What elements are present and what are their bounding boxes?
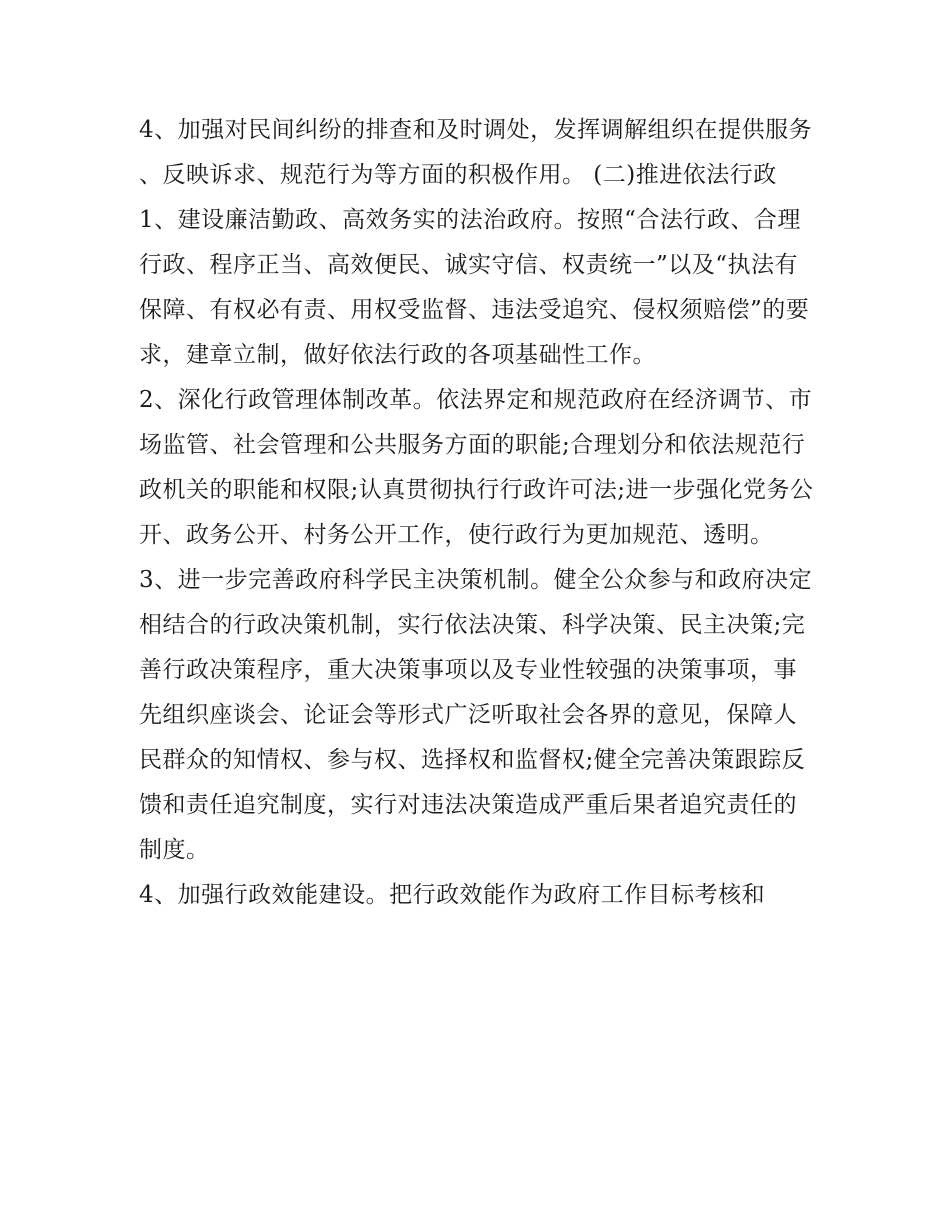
paragraph-administrative-efficiency: 4、加强行政效能建设。把行政效能作为政府工作目标考核和: [139, 882, 766, 908]
paragraph-decision-making-mechanism: 3、进一步完善政府科学民主决策机制。健全公众参与和政府决定相结合的行政决策机制，实行依法决策、科学决策、民主决策;完善行政决策程序，重大决策事项以及专业性较强的决策事项，事先组织座谈会、论证会等形式广泛听取社会各界的意见，保障人民群众的知情权、参与权、选择权和监督权;健全完善决策跟踪反馈和责任追究制度，实行对违法决策造成严重后果者追究责任的制度。: [139, 567, 813, 863]
paragraph-dispute-mediation: 4、加强对民间纠纷的排查和及时调处，发挥调解组织在提供服务、反映诉求、规范行为等方面的积极作用。 (二)推进依法行政: [139, 117, 813, 188]
document-body: [139, 108, 819, 918]
paragraph-rule-of-law-government: 1、建设廉洁勤政、高效务实的法治政府。按照“合法行政、合理行政、程序正当、高效便民、诚实守信、权责统一”以及“执法有保障、有权必有责、用权受监督、违法受追究、侵权须赔偿”的要求，建章立制，做好依法行政的各项基础性工作。: [139, 207, 810, 368]
paragraph-administrative-reform: 2、深化行政管理体制改革。依法界定和规范政府在经济调节、市场监管、社会管理和公共服务方面的职能;合理划分和依法规范行政机关的职能和权限;认真贯彻执行行政许可法;进一步强化党务公开、政务公开、村务公开工作，使行政行为更加规范、透明。: [139, 387, 814, 548]
